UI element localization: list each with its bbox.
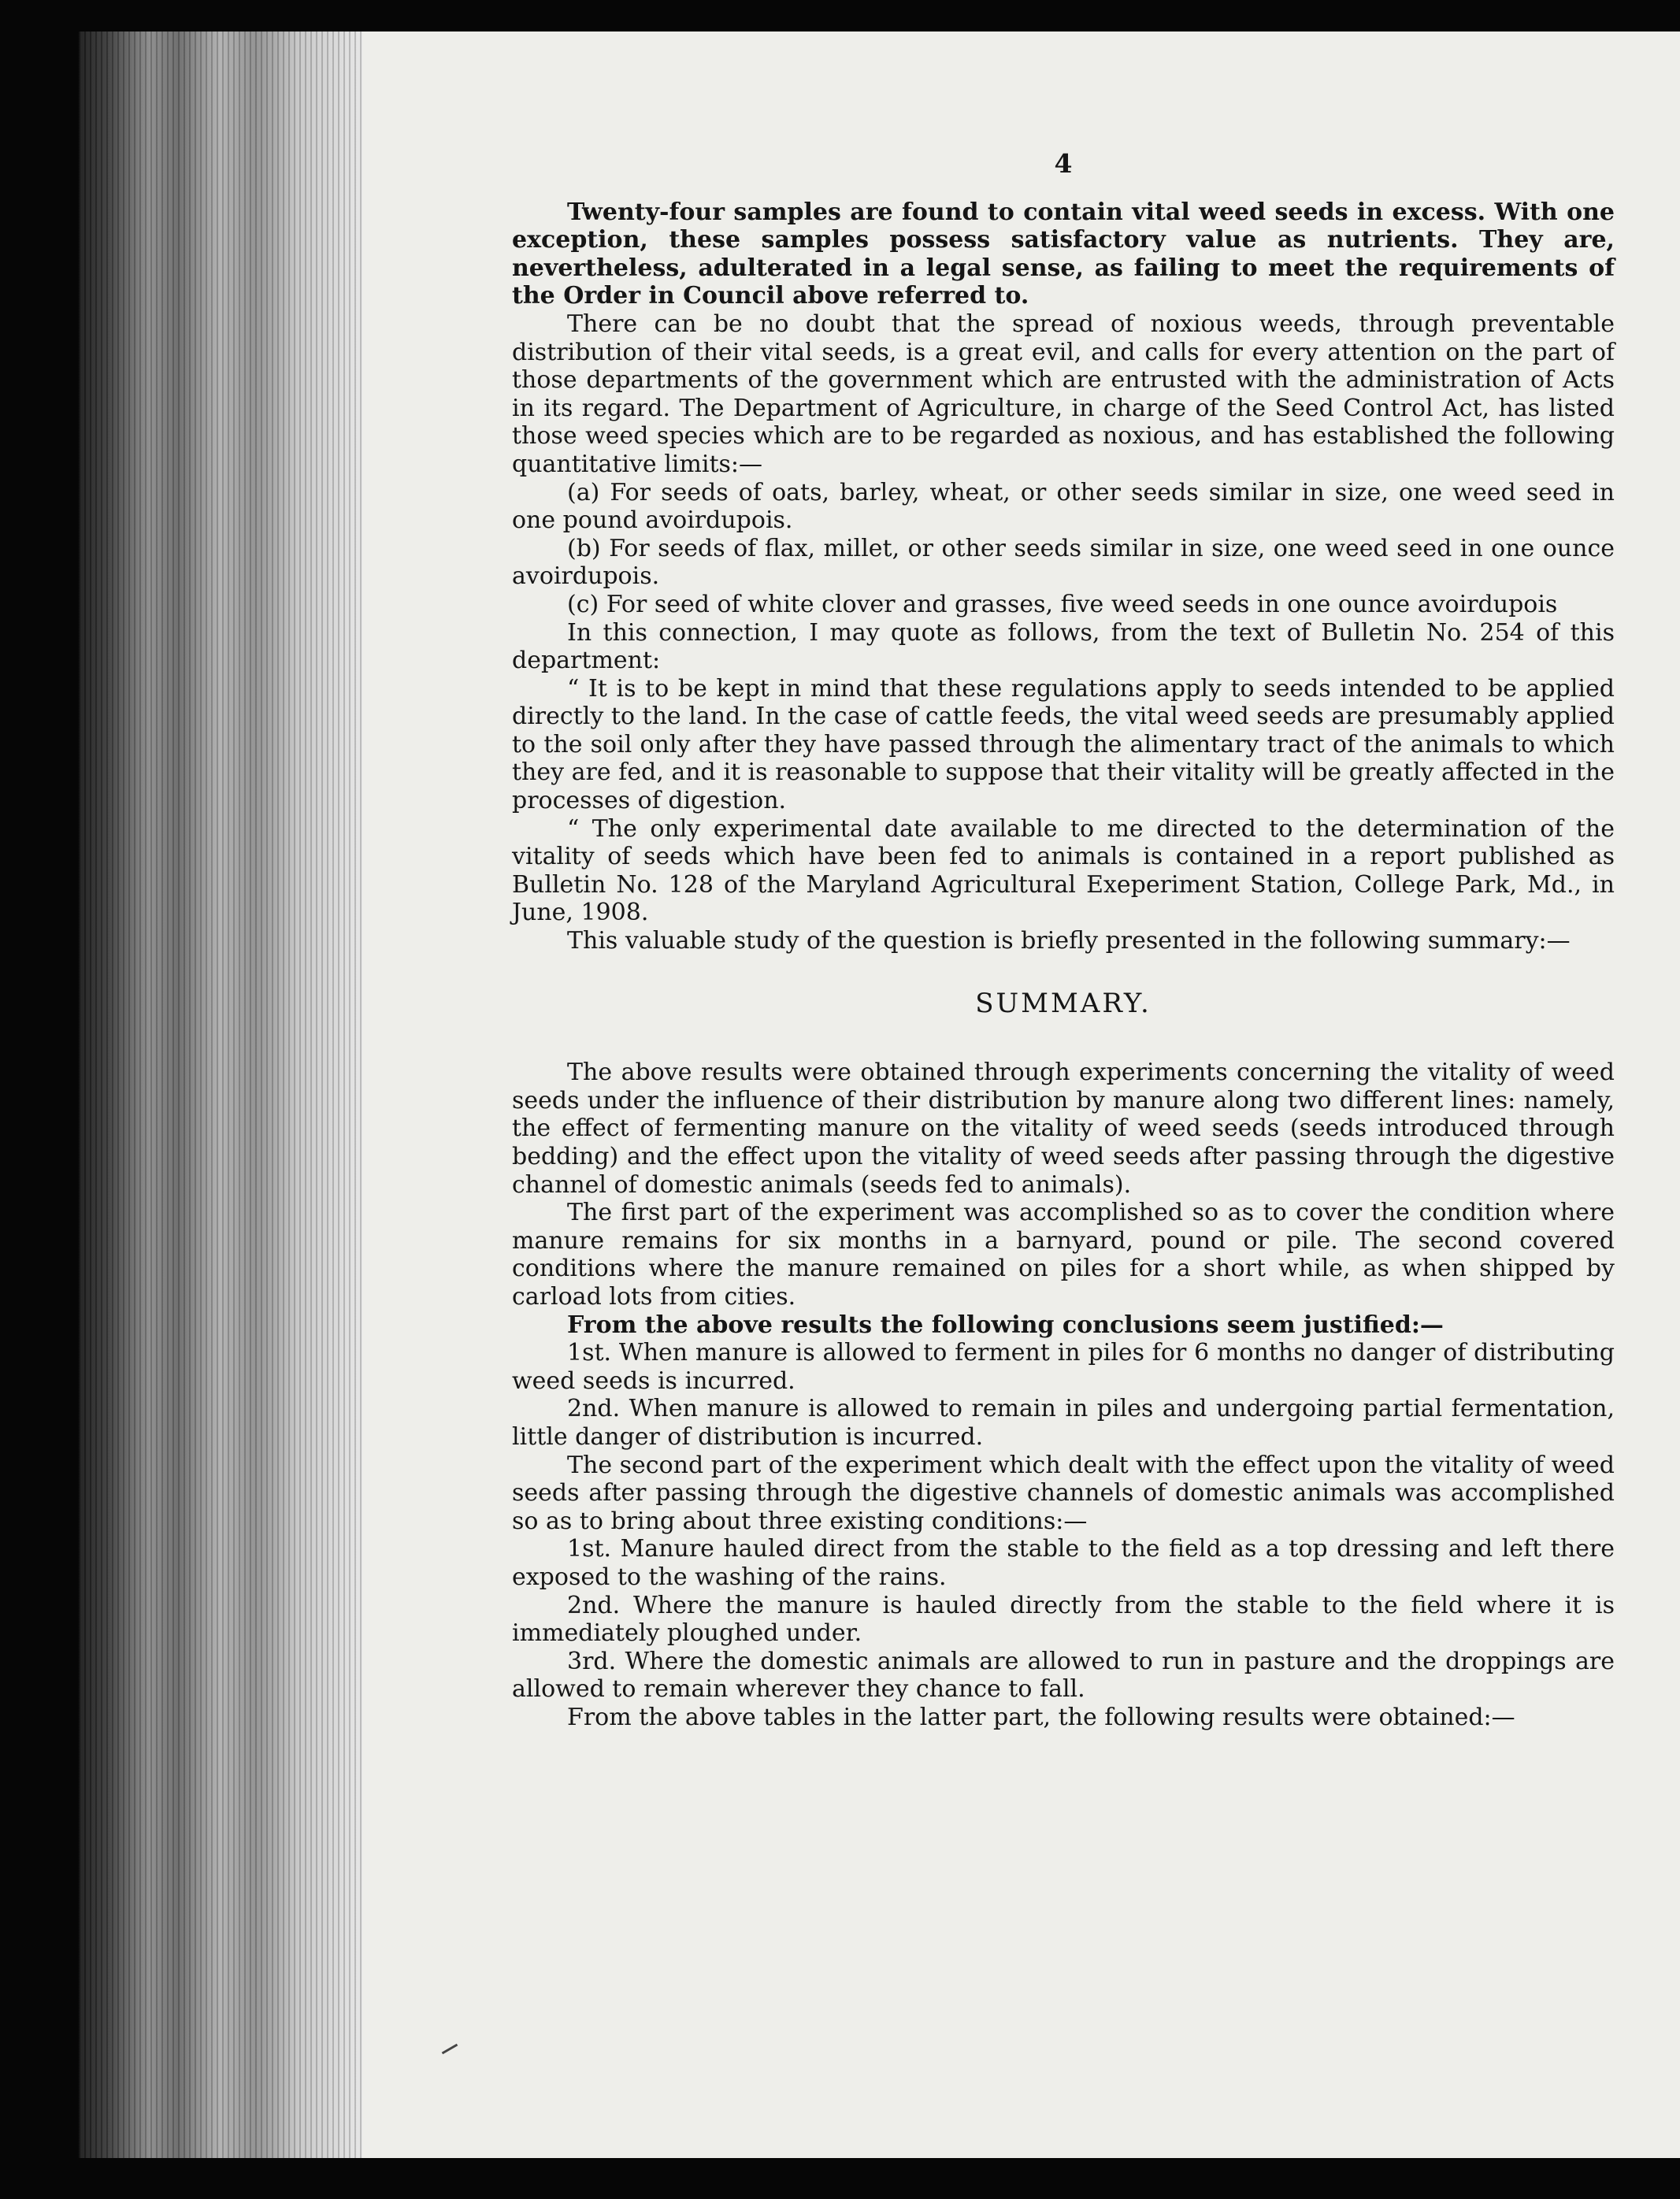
paragraph: From the above results the following conclusions seem justified:— xyxy=(567,1311,1444,1339)
intro-section xyxy=(512,198,1615,955)
paragraph: Twenty-four samples are found to contain vital weed seeds in excess. With one exception, these samples possess satisfactory value as nutrients. They are, nevertheless, adulterated in a legal sense, as failing to meet the requirements of the Order in Council above referred to. xyxy=(512,198,1615,310)
document-page xyxy=(362,32,1680,2158)
conclusion-item: 1st. When manure is allowed to ferment in piles for 6 months no danger of distributing weed seeds is incurred. xyxy=(512,1339,1615,1395)
limit-item-b: (b) For seeds of flax, millet, or other seeds similar in size, one weed seed in one ounce avoirdupois. xyxy=(512,534,1615,591)
paragraph: The second part of the experiment which dealt with the effect upon the vitality of weed seeds after passing through the digestive channels of domestic animals was accomplished so as to bring about three existing conditions:— xyxy=(512,1451,1615,1535)
paragraph: There can be no doubt that the spread of noxious weeds, through preventable distribution of their vital seeds, is a great evil, and calls for every attention on the part of those departments of the government which are entrusted with the administration of Acts in its regard. The Department of Agriculture, in charge of the Seed Control Act, has listed those weed species which are to be regarded as noxious, and has established the following quantitative limits:— xyxy=(512,310,1615,478)
conclusion-item: 2nd. When manure is allowed to remain in piles and undergoing partial fermentation, little danger of distribution is incurred. xyxy=(512,1395,1615,1451)
condition-item: 2nd. Where the manure is hauled directly from the stable to the field where it is immediately ploughed under. xyxy=(512,1591,1615,1648)
paragraph: The first part of the experiment was accomplished so as to cover the condition where manure remains for six months in a barnyard, pound or pile. The second covered conditions where the manure remained on piles for a short while, as when shipped by carload lots from cities. xyxy=(512,1199,1615,1311)
summary-section xyxy=(512,1059,1615,1731)
quotation: “ It is to be kept in mind that these regulations apply to seeds intended to be applied directly to the land. In the case of cattle feeds, the vital weed seeds are presumably applied to the soil only after they have passed through the alimentary tract of the animals to which they are fed, and it is reasonable to suppose that their vitality will be greatly affected in the processes of digestion. xyxy=(512,674,1615,815)
limit-item-c: (c) For seed of white clover and grasses, five weed seeds in one ounce avoirdupois xyxy=(567,590,1558,618)
paragraph: In this connection, I may quote as follows, from the text of Bulletin No. 254 of this department: xyxy=(512,618,1615,675)
quotation: “ The only experimental date available to me directed to the determination of the vitality of seeds which have been fed to animals is contained in a report published as Bulletin No. 128 of the Maryland Agricultural Exeperiment Station, College Park, Md., in June, 1908. xyxy=(512,814,1615,927)
section-heading: SUMMARY. xyxy=(975,987,1152,1019)
book-page-edge-lines xyxy=(79,32,362,2158)
limit-item-a: (a) For seeds of oats, barley, wheat, or other seeds similar in size, one weed seed in one pound avoirdupois. xyxy=(512,478,1615,535)
page-body xyxy=(512,150,1615,1731)
condition-item: 1st. Manure hauled direct from the stable to the field as a top dressing and left there exposed to the washing of the rains. xyxy=(512,1535,1615,1591)
paragraph: From the above tables in the latter part, the following results were obtained:— xyxy=(567,1703,1515,1731)
paragraph: The above results were obtained through experiments concerning the vitality of weed seeds under the influence of their distribution by manure along two different lines: namely, the effect of fermenting manure on the vitality of weed seeds (seeds introduced through bedding) and the effect upon the vitality of weed seeds after passing through the digestive channel of domestic animals (seeds fed to animals). xyxy=(512,1059,1615,1199)
page-number: 4 xyxy=(1054,148,1073,179)
paragraph: This valuable study of the question is briefly presented in the following summary:— xyxy=(567,927,1571,955)
condition-item: 3rd. Where the domestic animals are allowed to run in pasture and the droppings are allowed to remain wherever they chance to fall. xyxy=(512,1647,1615,1704)
